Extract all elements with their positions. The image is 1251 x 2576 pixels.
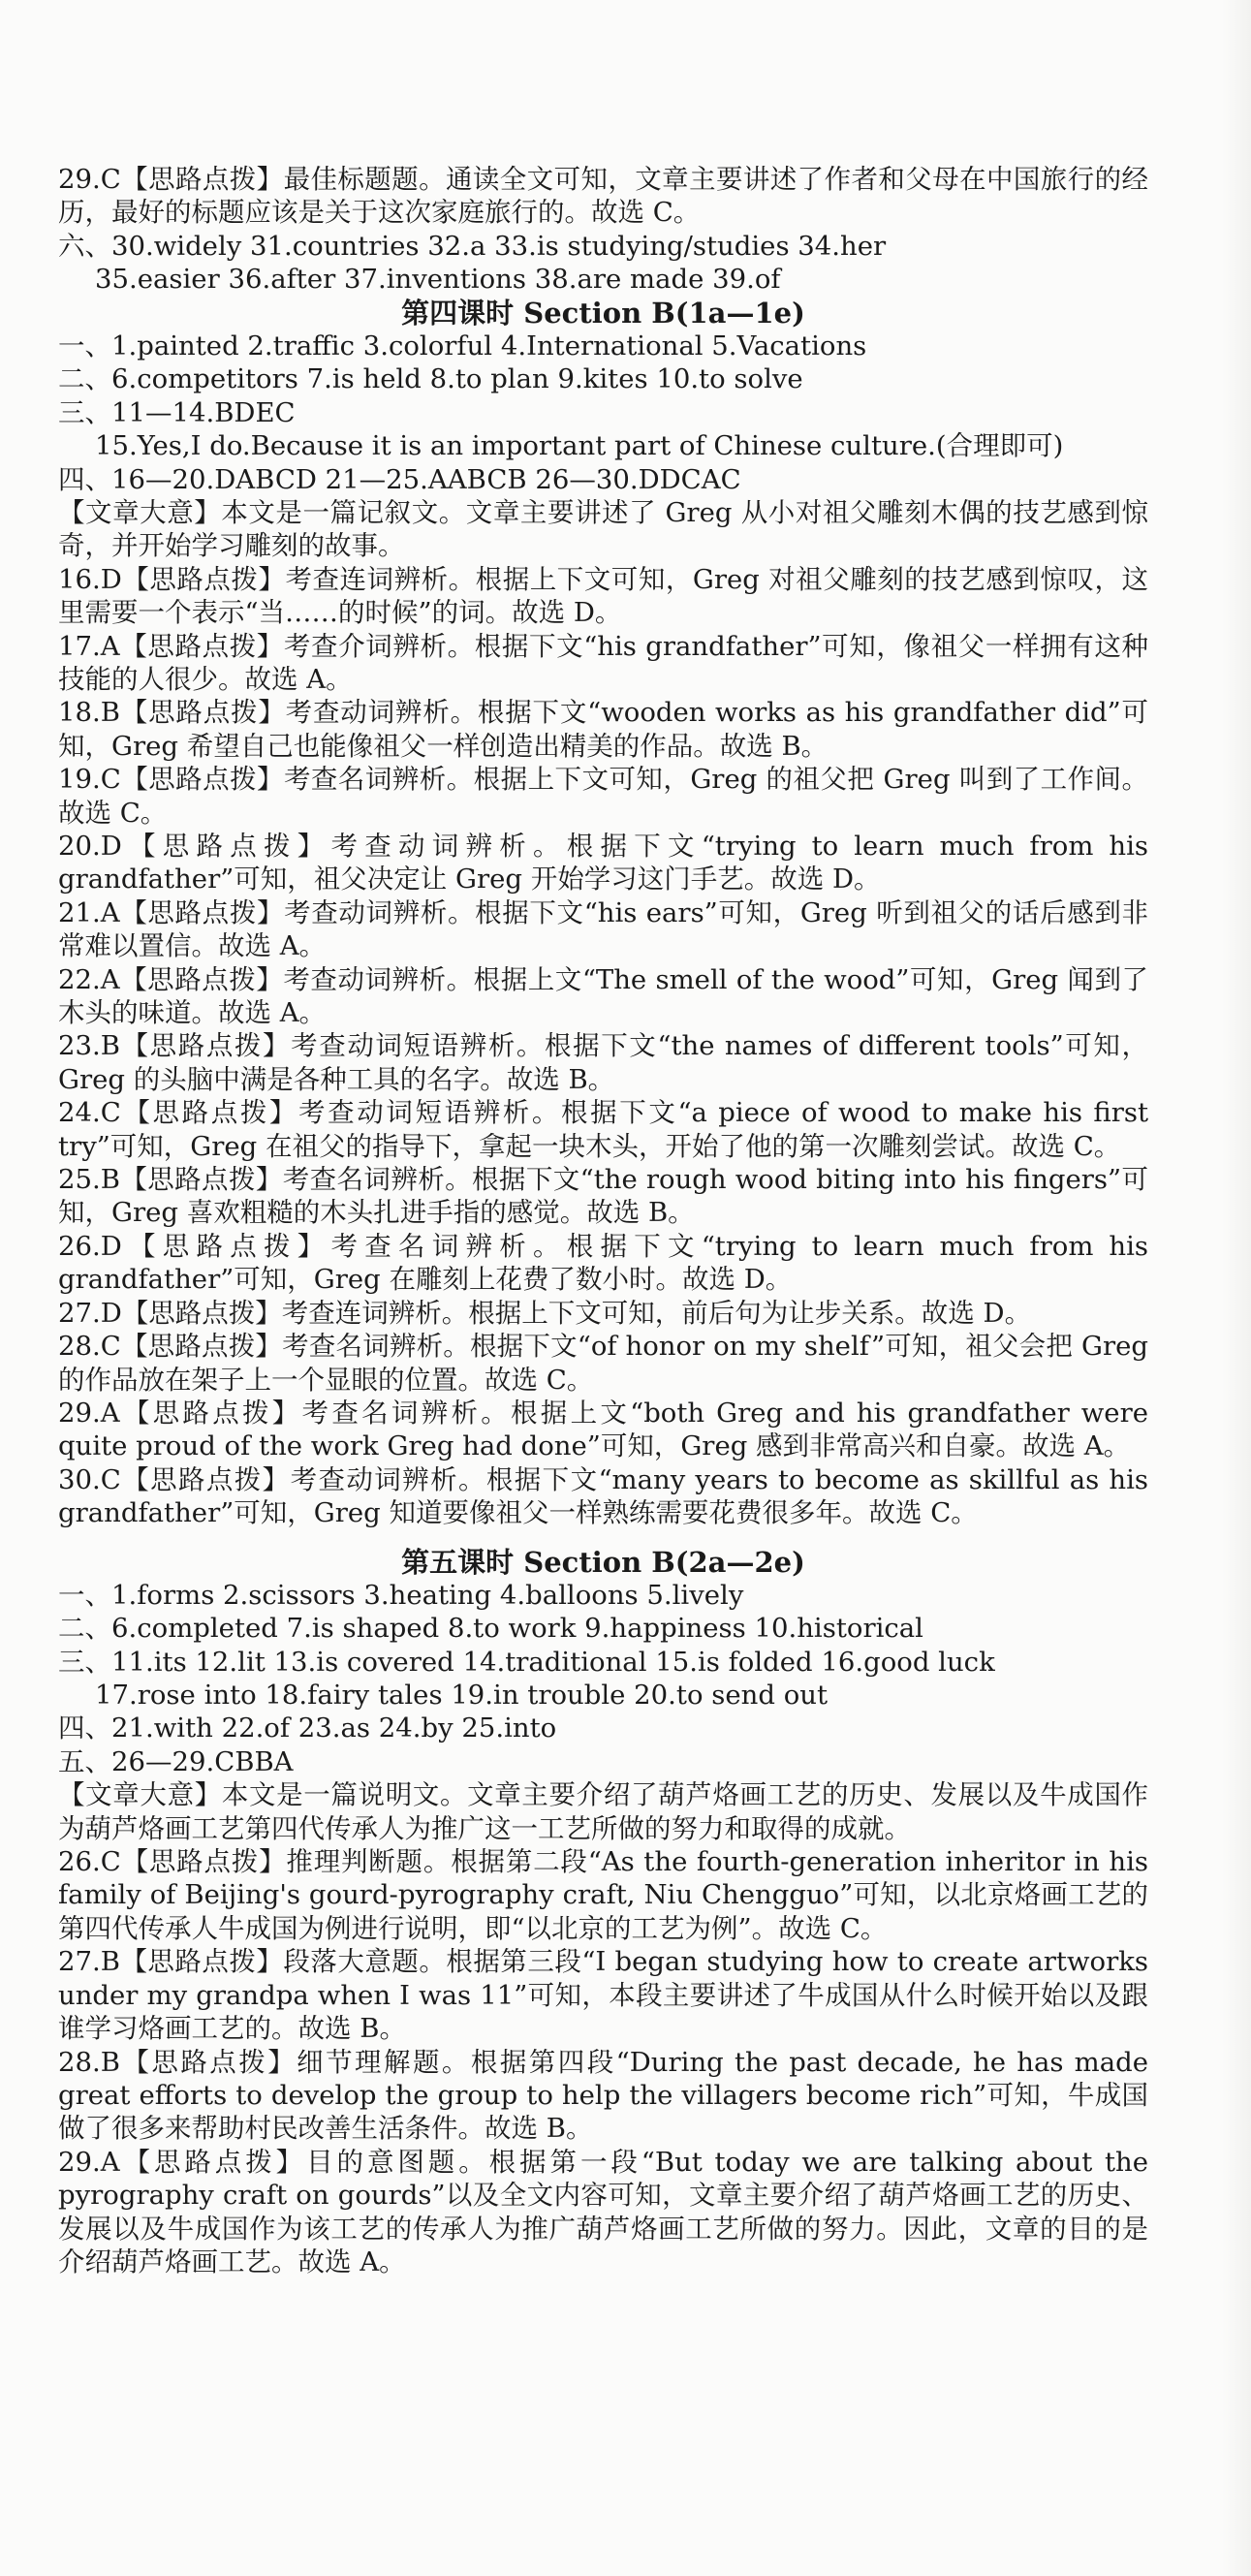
lesson5-part3: 三、11.its 12.lit 13.is covered 14.traditional 15.is folded 16.good luck: [58, 1646, 995, 1678]
lesson5-part4: 四、21.with 22.of 23.as 24.by 25.into: [58, 1712, 557, 1744]
lesson4-part4: 四、16—20.DABCD 21—25.AABCB 26—30.DDCAC: [58, 463, 741, 495]
lesson5-part2: 二、6.completed 7.is shaped 8.to work 9.happiness 10.historical: [58, 1613, 923, 1645]
lesson4-explanation-27: 27.D【思路点拨】考查连词辨析。根据上下文可知，前后句为让步关系。故选 D。: [58, 1297, 1032, 1329]
lesson5-title: 第五课时 Section B(2a—2e): [401, 1545, 805, 1579]
part6-line2: 35.easier 36.after 37.inventions 38.are made 39.of: [95, 264, 781, 296]
lesson4-explanation-28: 28.C【思路点拨】考查名词辨析。根据下文“of honor on my shelf”可知，祖父会把 Greg 的作品放在架子上一个显眼的位置。故选 C。: [58, 1331, 1148, 1396]
lesson5-part5: 五、26—29.CBBA: [58, 1745, 294, 1777]
lesson4-explanation-19: 19.C【思路点拨】考查名词辨析。根据上下文可知，Greg 的祖父把 Greg 叫到了工作间。故选 C。: [58, 764, 1148, 829]
answer-content: [58, 163, 1148, 2278]
page-edge: [1222, 0, 1251, 2576]
lesson4-explanation-25: 25.B【思路点拨】考查名词辨析。根据下文“the rough wood biting into his fingers”可知，Greg 喜欢粗糙的木头扎进手指的感觉。故选 B。: [58, 1164, 1148, 1229]
answer-29-top: 29.C【思路点拨】最佳标题题。通读全文可知，文章主要讲述了作者和父母在中国旅行的经历，最好的标题应该是关于这次家庭旅行的。故选 C。: [58, 164, 1148, 229]
lesson4-explanation-26: 26.D【思路点拨】考查名词辨析。根据下文“trying to learn much from his grandfather”可知，Greg 在雕刻上花费了数小时。故选 D。: [58, 1230, 1148, 1296]
lesson4-part1: 一、1.painted 2.traffic 3.colorful 4.International 5.Vacations: [58, 330, 867, 361]
lesson4-explanation-24: 24.C【思路点拨】考查动词短语辨析。根据下文“a piece of wood to make his first try”可知，Greg 在祖父的指导下，拿起一块木头，开始了他的第一次雕刻尝试。故选 C。: [58, 1097, 1148, 1162]
lesson4-explanation-21: 21.A【思路点拨】考查动词辨析。根据下文“his ears”可知，Greg 听到祖父的话后感到非常难以置信。故选 A。: [58, 896, 1148, 962]
lesson4-answer15: 15.Yes,I do.Because it is an important part of Chinese culture.(合理即可): [95, 430, 1064, 462]
lesson5-part3-cont: 17.rose into 18.fairy tales 19.in trouble 20.to send out: [95, 1680, 829, 1712]
lesson4-part3: 三、11—14.BDEC: [58, 396, 296, 428]
lesson5-explanation-28: 28.B【思路点拨】细节理解题。根据第四段“During the past decade, he has made great efforts to develop the group to help the villagers become rich”可知，牛成国做了很多来帮助村民改善生活条件。故选 B。: [58, 2046, 1148, 2145]
lesson4-explanation-30: 30.C【思路点拨】考查动词辨析。根据下文“many years to become as skillful as his grandfather”可知，Greg 知道要像祖父一样熟练需要花费很多年。故选 C。: [58, 1463, 1148, 1529]
lesson4-explanation-17: 17.A【思路点拨】考查介词辨析。根据下文“his grandfather”可知，像祖父一样拥有这种技能的人很少。故选 A。: [58, 630, 1148, 695]
lesson4-summary: 【文章大意】本文是一篇记叙文。文章主要讲述了 Greg 从小对祖父雕刻木偶的技艺感到惊奇，并开始学习雕刻的故事。: [58, 496, 1148, 562]
lesson5-explanation-26: 26.C【思路点拨】推理判断题。根据第二段“As the fourth-generation inheritor in his family of Beijing's gourd-pyrography craft, Niu Chengguo”可知，以北京烙画工艺的第四代传承人牛成国为例进行说明，即“以北京的工艺为例”。故选 C。: [58, 1846, 1148, 1944]
lesson5-summary: 【文章大意】本文是一篇说明文。文章主要介绍了葫芦烙画工艺的历史、发展以及牛成国作为葫芦烙画工艺第四代传承人为推广这一工艺所做的努力和取得的成就。: [58, 1779, 1148, 1844]
lesson4-part2: 二、6.competitors 7.is held 8.to plan 9.kites 10.to solve: [58, 363, 803, 395]
lesson4-title: 第四课时 Section B(1a—1e): [401, 296, 805, 330]
lesson4-explanation-23: 23.B【思路点拨】考查动词短语辨析。根据下文“the names of different tools”可知，Greg 的头脑中满是各种工具的名字。故选 B。: [58, 1030, 1148, 1095]
lesson4-explanation-18: 18.B【思路点拨】考查动词辨析。根据下文“wooden works as his grandfather did”可知，Greg 希望自己也能像祖父一样创造出精美的作品。故选 B。: [58, 697, 1148, 762]
lesson4-explanation-22: 22.A【思路点拨】考查动词辨析。根据上文“The smell of the wood”可知，Greg 闻到了木头的味道。故选 A。: [58, 963, 1148, 1029]
lesson5-part1: 一、1.forms 2.scissors 3.heating 4.balloons 5.lively: [58, 1579, 744, 1611]
lesson4-explanation-20: 20.D【思路点拨】考查动词辨析。根据下文“trying to learn much from his grandfather”可知，祖父决定让 Greg 开始学习这门手艺。故选 D。: [58, 831, 1148, 895]
lesson4-explanation-29: 29.A【思路点拨】考查名词辨析。根据上文“both Greg and his grandfather were quite proud of the work Greg had done”可知，Greg 感到非常高兴和自豪。故选 A。: [58, 1397, 1148, 1462]
part6-line1: 六、30.widely 31.countries 32.a 33.is studying/studies 34.her: [58, 230, 887, 262]
lesson5-explanation-29: 29.A【思路点拨】目的意图题。根据第一段“But today we are talking about the pyrography craft on gourds”以及全文内容可知，文章主要介绍了葫芦烙画工艺的历史、发展以及牛成国作为该工艺的传承人为推广葫芦烙画工艺所做的努力。因此，文章的目的是介绍葫芦烙画工艺。故选 A。: [58, 2146, 1148, 2278]
lesson5-explanation-27: 27.B【思路点拨】段落大意题。根据第三段“I began studying how to create artworks under my grandpa when I was 11”可知，本段主要讲述了牛成国从什么时候开始以及跟谁学习烙画工艺的。故选 B。: [58, 1946, 1148, 2045]
lesson4-explanation-16: 16.D【思路点拨】考查连词辨析。根据上下文可知，Greg 对祖父雕刻的技艺感到惊叹，这里需要一个表示“当……的时候”的词。故选 D。: [58, 563, 1148, 629]
